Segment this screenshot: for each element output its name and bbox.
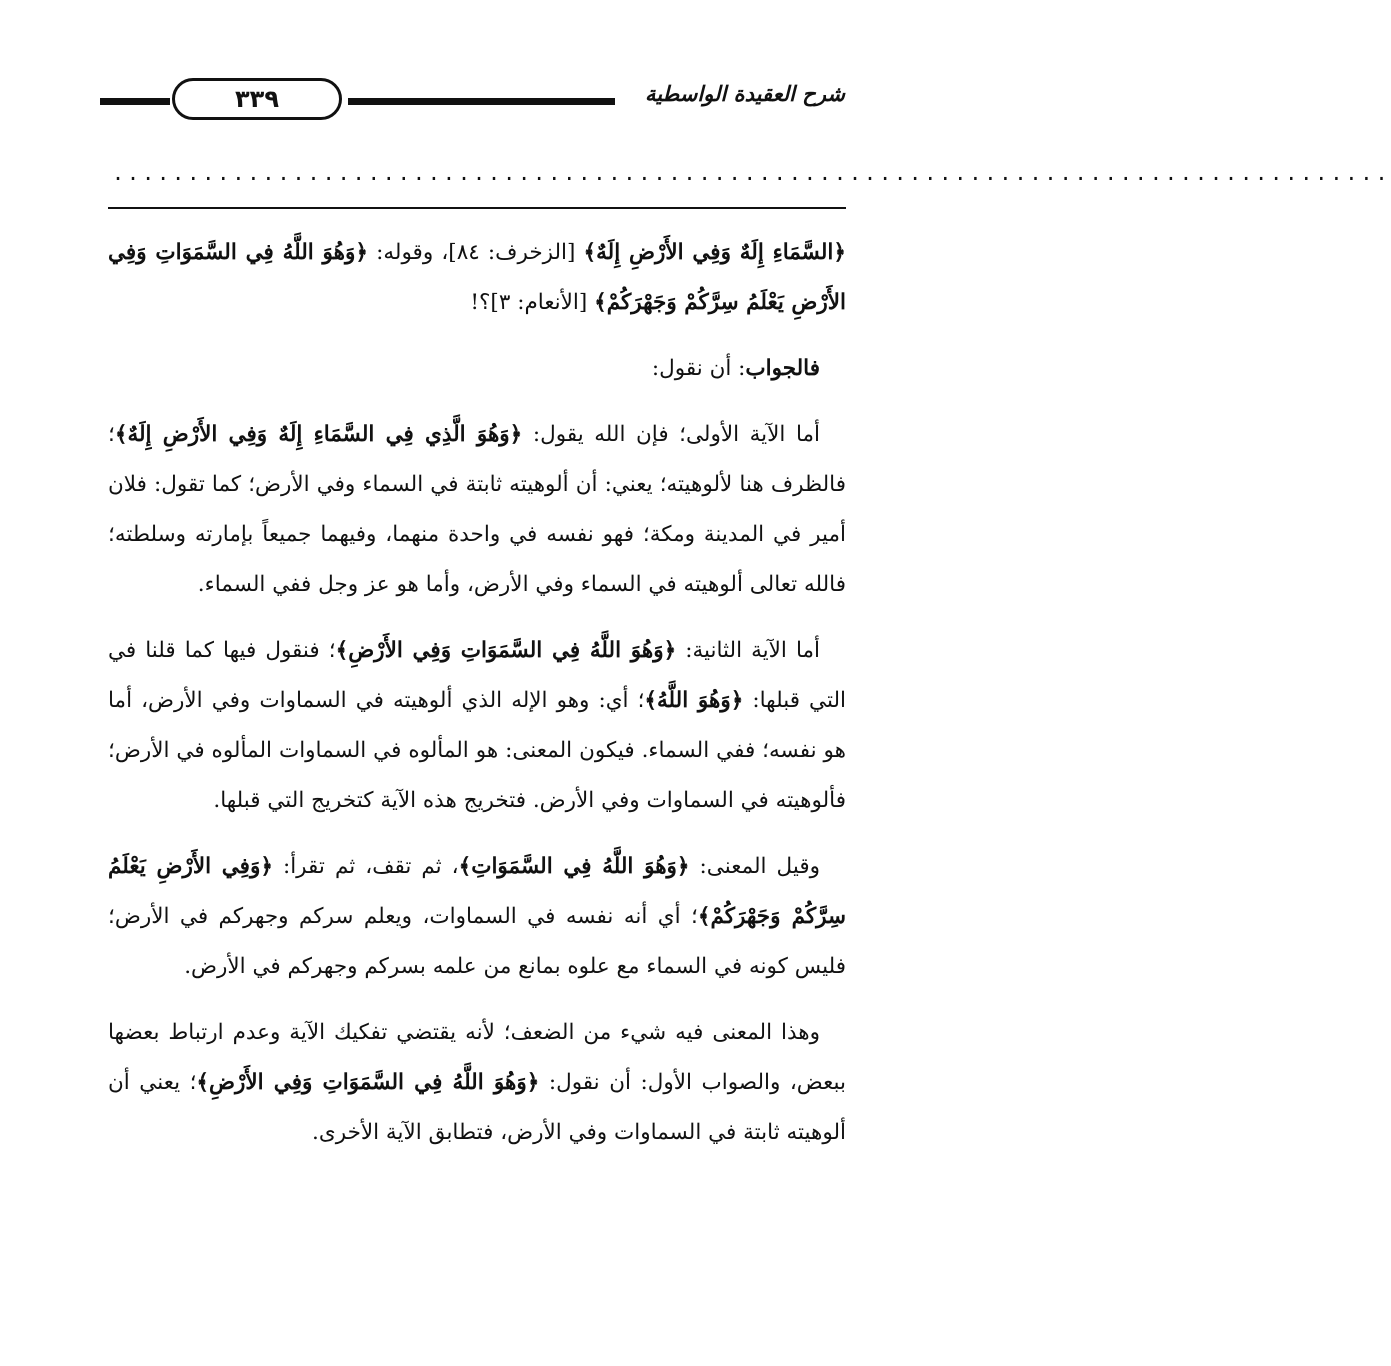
text-span: أما الآية الثانية: — [676, 638, 820, 663]
text-span: [الزخرف: ٨٤]، وقوله: — [367, 240, 584, 265]
quran-quote: ﴿وَهُوَ اللَّهُ فِي السَّمَوَاتِ وَفِي الأَرْضِ يَعْلَمُ سِرَّكُمْ وَجَهْرَكُمْ﴾ — [108, 240, 846, 315]
text-span: ؛ فالظرف هنا لألوهيته؛ يعني: أن ألوهيته ثابتة في السماء وفي الأرض؛ كما تقول: فلان أمير في المدينة ومكة؛ فهو نفسه في واحدة منهما، وفيهما جميعاً بإمارته وسلطته؛ فالله تعالى ألوهيته في السماء وفي الأرض، وأما هو عز وجل ففي السماء. — [108, 422, 846, 597]
paragraph-alternate-meaning — [108, 842, 846, 992]
page-number: ٣٣٩ — [172, 78, 342, 120]
book-title: شرح العقيدة الواسطية — [644, 82, 845, 106]
paragraph-second-verse — [108, 626, 846, 826]
text-span: [الأنعام: ٣]؟! — [470, 290, 595, 315]
quran-quote: ﴿السَّمَاءِ إِلَهٌ وَفِي الأَرْضِ إِلَهٌ﴾ — [583, 240, 846, 265]
quran-quote: ﴿وَفِي الأَرْضِ يَعْلَمُ سِرَّكُمْ وَجَهْرَكُمْ﴾ — [108, 854, 846, 929]
horizontal-rule — [108, 207, 846, 209]
text-span: ؛ أي أنه نفسه في السماوات، ويعلم سركم وجهركم في الأرض؛ فليس كونه في السماء مع علوه بمانع من علمه بسركم وجهركم في الأرض. — [108, 904, 846, 979]
text-span: وهذا المعنى فيه شيء من الضعف؛ لأنه يقتضي تفكيك الآية وعدم ارتباط بعضها ببعض، والصواب الأول: أن نقول: — [108, 1020, 846, 1095]
dotted-separator: ..................................................................................... — [112, 161, 1391, 185]
text-span: ، ثم تقف، ثم تقرأ: — [272, 854, 459, 879]
text-span: ؛ فنقول فيها كما قلنا في التي قبلها: — [108, 638, 846, 713]
paragraph-conclusion — [108, 1008, 846, 1158]
quran-quote: ﴿وَهُوَ اللَّهُ فِي السَّمَوَاتِ﴾ — [458, 854, 690, 879]
page-header — [100, 78, 845, 124]
body-text — [108, 228, 846, 1158]
header-rule-right — [348, 98, 615, 105]
text-span: وقيل المعنى: — [689, 854, 820, 879]
text-span: ؛ أي: وهو الإله الذي ألوهيته في السماوات وفي الأرض، أما هو نفسه؛ ففي السماء. فيكون المعنى: هو المألوه في السماوات المألوه في الأرض؛ فألوهيته في السماوات وفي الأرض. فتخريج هذه الآية كتخريج التي قبلها. — [108, 688, 846, 813]
paragraph-answer — [108, 344, 846, 394]
quran-quote: ﴿وَهُوَ اللَّهُ فِي السَّمَوَاتِ وَفِي الأَرْضِ﴾ — [196, 1070, 540, 1095]
paragraph-1 — [108, 228, 846, 328]
quran-quote: ﴿وَهُوَ الَّذِي فِي السَّمَاءِ إِلَهٌ وَفِي الأَرْضِ إِلَهٌ﴾ — [114, 422, 523, 447]
answer-label: فالجواب — [745, 356, 820, 381]
header-rule-left — [100, 98, 170, 105]
quran-quote: ﴿وَهُوَ اللَّهُ﴾ — [644, 688, 744, 713]
text-span: أما الآية الأولى؛ فإن الله يقول: — [522, 422, 820, 447]
quran-quote: ﴿وَهُوَ اللَّهُ فِي السَّمَوَاتِ وَفِي الأَرْضِ﴾ — [335, 638, 677, 663]
paragraph-first-verse — [108, 410, 846, 610]
text-span: ؛ يعني أن ألوهيته ثابتة في السماوات وفي الأرض، فتطابق الآية الأخرى. — [108, 1070, 846, 1145]
text-span: : أن نقول: — [651, 356, 746, 381]
